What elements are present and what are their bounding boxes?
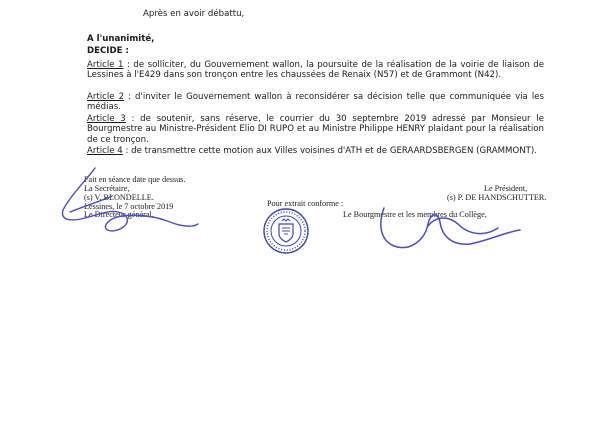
article-text: : de transmettre cette motion aux Villes voisines d'ATH et de GERAARDSBERGEN (GRAMMONT). (125, 146, 537, 156)
article-label: Article 4 (87, 146, 123, 156)
date-place: Lessines, le 7 octobre 2019 (84, 202, 174, 211)
decide-heading: DECIDE : (87, 46, 129, 56)
article-label: Article 2 (87, 92, 125, 102)
article-label: Article 1 (87, 60, 124, 70)
article-text: : de soutenir, sans réserve, le courrier du 30 septembre 2019 adressé par Monsieur le Bourgmestre au Ministre-Président Elio DI RUPO et au Ministre Philippe HENRY plaidant pour la réalisation de ce tronçon. (87, 114, 544, 145)
secretary-name: (s) V. BLONDELLE. (84, 193, 154, 202)
municipal-seal-icon (262, 207, 310, 255)
director-title: Le Directeur général, (84, 210, 154, 219)
article-label: Article 3 (87, 114, 126, 124)
extract-line: Pour extrait conforme : (267, 199, 344, 208)
article-text: : de solliciter, du Gouvernement wallon, la poursuite de la réalisation de la voirie de liaison de Lessines à l'E429 dans son tronçon entre les chaussées de Renaix (N57) et de Grammont (N42). (87, 60, 544, 81)
seance-line: Fait en séance date que dessus. (84, 175, 186, 184)
college-line: Le Bourgmestre et les membres du Collège, (343, 210, 487, 219)
article-text: : d'inviter le Gouvernement wallon à reconsidérer sa décision telle que communiquée via les médias. (87, 92, 545, 113)
intro-text: Après en avoir débattu, (143, 9, 245, 19)
secretary-title: La Secrétaire, (84, 184, 130, 193)
decision-mode: A l'unanimité, (87, 34, 155, 44)
president-name: (s) P. DE HANDSCHUTTER. (447, 193, 547, 202)
president-title: Le Président, (484, 184, 528, 193)
